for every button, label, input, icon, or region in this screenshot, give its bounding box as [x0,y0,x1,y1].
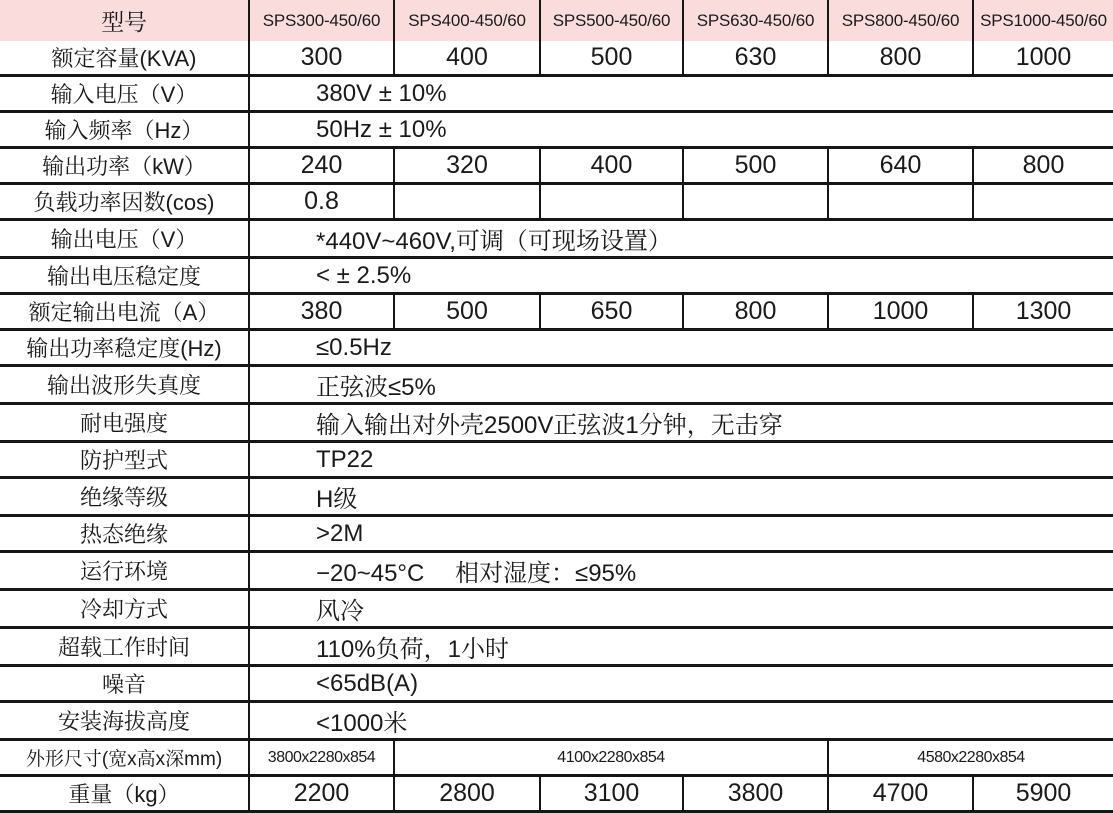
table-row [0,221,1113,259]
spec-value-cell: 800 [829,41,974,77]
spec-value-cell: < ± 2.5% [250,259,1113,295]
empty-cell [541,185,684,221]
table-row [0,703,1113,741]
dimension-cell: 4100x2280x854 [395,741,829,777]
table-row [0,405,1113,443]
dimension-cell: 4580x2280x854 [829,741,1113,777]
table-row [0,591,1113,629]
row-label: 运行环境 [0,553,250,591]
spec-value-cell: 5900 [974,777,1113,813]
spec-value-cell: <65dB(A) [250,667,1113,703]
spec-value-cell: 3100 [541,777,684,813]
table-row [0,777,1113,813]
row-label: 输出功率（kW） [0,149,250,185]
spec-value-cell: 300 [250,41,395,77]
row-label: 安装海拔高度 [0,703,250,741]
spec-value-cell: 240 [250,149,395,185]
row-label: 输出电压稳定度 [0,259,250,295]
spec-value-cell: <1000米 [250,703,1113,741]
spec-value-cell: 380V ± 10% [250,77,1113,113]
row-label: 输出电压（V） [0,221,250,259]
row-label: 输出功率稳定度(Hz) [0,331,250,367]
row-label: 耐电强度 [0,405,250,443]
spec-value-cell: −20~45°C 相对湿度：≤95% [250,553,1113,591]
spec-value-cell: 2200 [250,777,395,813]
spec-value-cell: 400 [541,149,684,185]
row-label: 输入电压（V） [0,77,250,113]
row-label: 负载功率因数(cos) [0,185,250,221]
row-label: 热态绝缘 [0,517,250,553]
spec-value-cell: 110%负荷，1小时 [250,629,1113,667]
table-row [0,629,1113,667]
spec-value-cell: H级 [250,479,1113,517]
column-header-sps300: SPS300-450/60 [250,0,395,41]
spec-value-cell: 1300 [974,295,1113,331]
row-label: 输出波形失真度 [0,367,250,405]
table-row [0,479,1113,517]
spec-value-cell: *440V~460V,可调（可现场设置） [250,221,1113,259]
row-label: 噪音 [0,667,250,703]
column-header-sps500: SPS500-450/60 [541,0,684,41]
spec-value-cell: 3800 [684,777,829,813]
column-header-sps1000: SPS1000-450/60 [974,0,1113,41]
column-header-sps630: SPS630-450/60 [684,0,829,41]
row-label: 重量（kg） [0,777,250,813]
spec-value-cell: >2M [250,517,1113,553]
row-label: 输入频率（Hz） [0,113,250,149]
spec-value-cell: TP22 [250,443,1113,479]
table-row [0,259,1113,295]
row-label: 防护型式 [0,443,250,479]
table-row [0,77,1113,113]
spec-table-body [0,41,1113,813]
spec-value-cell: 500 [541,41,684,77]
empty-cell [829,185,974,221]
spec-value-cell: 1000 [829,295,974,331]
spec-value-cell: ≤0.5Hz [250,331,1113,367]
table-row [0,367,1113,405]
empty-cell [684,185,829,221]
spec-value-cell: 1000 [974,41,1113,77]
dimension-cell: 3800x2280x854 [250,741,395,777]
table-row [0,517,1113,553]
row-label: 额定容量(KVA) [0,41,250,77]
spec-value-cell: 320 [395,149,541,185]
spec-value-cell: 2800 [395,777,541,813]
table-row [0,295,1113,331]
spec-value-cell: 640 [829,149,974,185]
spec-value-cell: 正弦波≤5% [250,367,1113,405]
row-label: 冷却方式 [0,591,250,629]
table-row [0,443,1113,479]
empty-cell [974,185,1113,221]
spec-value-cell: 0.8 [250,185,395,221]
table-row [0,667,1113,703]
spec-value-cell: 500 [395,295,541,331]
spec-value-cell: 650 [541,295,684,331]
spec-value-cell: 风冷 [250,591,1113,629]
table-row [0,149,1113,185]
table-row [0,553,1113,591]
header-row [0,0,1113,41]
empty-cell [395,185,541,221]
row-label: 外形尺寸(宽x高x深mm) [0,741,250,777]
table-row [0,113,1113,149]
spec-value-cell: 800 [684,295,829,331]
spec-value-cell: 630 [684,41,829,77]
spec-value-cell: 50Hz ± 10% [250,113,1113,149]
spec-value-cell: 输入输出对外壳2500V正弦波1分钟，无击穿 [250,405,1113,443]
row-label: 超载工作时间 [0,629,250,667]
column-header-model-label: 型号 [0,0,250,41]
table-row [0,741,1113,777]
spec-value-cell: 4700 [829,777,974,813]
table-row [0,185,1113,221]
row-label: 额定输出电流（A） [0,295,250,331]
table-row [0,41,1113,77]
column-header-sps800: SPS800-450/60 [829,0,974,41]
spec-value-cell: 380 [250,295,395,331]
table-row [0,331,1113,367]
row-label: 绝缘等级 [0,479,250,517]
column-header-sps400: SPS400-450/60 [395,0,541,41]
spec-value-cell: 400 [395,41,541,77]
spec-value-cell: 500 [684,149,829,185]
spec-value-cell: 800 [974,149,1113,185]
